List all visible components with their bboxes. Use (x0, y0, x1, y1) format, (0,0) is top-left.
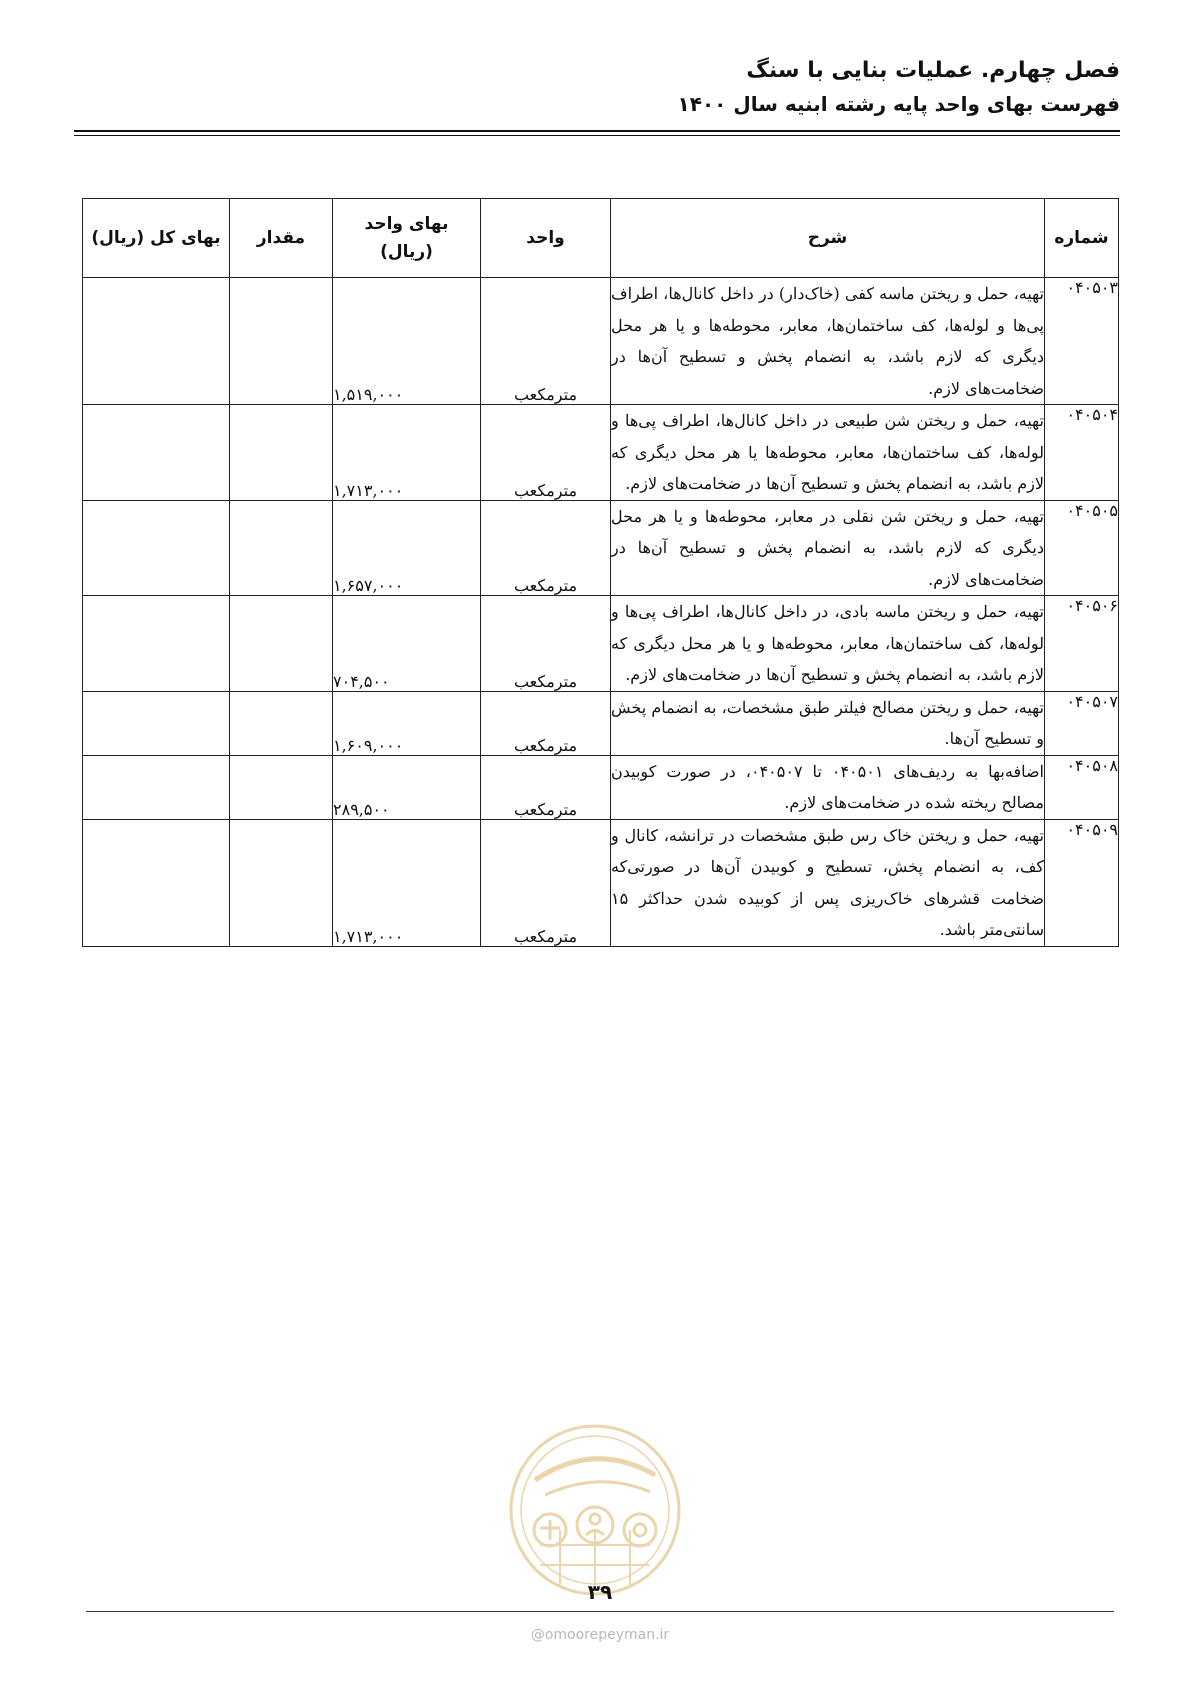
row-unit: مترمکعب (481, 755, 611, 819)
row-quantity (230, 500, 333, 596)
row-code: ۰۴۰۵۰۵ (1045, 500, 1119, 596)
row-description: تهیه، حمل و ریختن خاک رس طبق مشخصات در ترانشه، کانال و کف، به انضمام پخش، تسطیح و کوبیدن آن‌ها در صورتی‌که ضخامت قشرهای خاک‌ریزی پس از کوبیده شدن حداکثر ۱۵ سانتی‌متر باشد. (611, 819, 1045, 946)
header-unit-price (333, 199, 481, 278)
row-total (83, 755, 230, 819)
header-unit: واحد (481, 199, 611, 278)
row-description: تهیه، حمل و ریختن مصالح فیلتر طبق مشخصات، به انضمام پخش و تسطیح آن‌ها. (611, 691, 1045, 755)
row-code: ۰۴۰۵۰۴ (1045, 405, 1119, 501)
row-unit: مترمکعب (481, 405, 611, 501)
table-row (83, 819, 1119, 946)
header-unit-price-label: بهای واحد (364, 214, 449, 234)
row-description: تهیه، حمل و ریختن شن نقلی در معابر، محوطه‌ها و یا هر محل دیگری که لازم باشد، به انضمام پخش و تسطیح آن‌ها در ضخامت‌های لازم. (611, 500, 1045, 596)
header-rule-thick (74, 130, 1120, 132)
row-total (83, 691, 230, 755)
gear-icon (624, 1514, 656, 1546)
header-unit-price-currency: (ریال) (380, 242, 433, 262)
header-rule-thin (74, 135, 1120, 136)
header-code: شماره (1045, 199, 1119, 278)
table-header-row (83, 199, 1119, 278)
row-unit-price: ۲۸۹,۵۰۰ (333, 755, 481, 819)
row-code: ۰۴۰۵۰۶ (1045, 596, 1119, 692)
row-quantity (230, 691, 333, 755)
page-header (74, 54, 1120, 120)
row-quantity (230, 278, 333, 405)
row-description: تهیه، حمل و ریختن ماسه کفی (خاک‌دار) در داخل کانال‌ها، اطراف پی‌ها و لوله‌ها، کف ساختمان‌ها، معابر، محوطه‌ها و یا هر محل دیگری که لازم باشد، به انضمام پخش و تسطیح آن‌ها در ضخامت‌های لازم. (611, 278, 1045, 405)
row-quantity (230, 596, 333, 692)
row-unit-price: ۷۰۴,۵۰۰ (333, 596, 481, 692)
scales-icon (534, 1514, 566, 1546)
table-row (83, 500, 1119, 596)
row-quantity (230, 819, 333, 946)
price-list-title: فهرست بهای واحد پایه رشته ابنیه سال ۱۴۰۰ (677, 92, 1120, 116)
footer-rule (86, 1611, 1114, 1612)
row-description: اضافه‌بها به ردیف‌های ۰۴۰۵۰۱ تا ۰۴۰۵۰۷، در صورت کوبیدن مصالح ریخته شده در ضخامت‌های لازم. (611, 755, 1045, 819)
website-link[interactable]: @omoorepeyman.ir (530, 1627, 670, 1643)
row-total (83, 405, 230, 501)
row-unit-price: ۱,۶۵۷,۰۰۰ (333, 500, 481, 596)
row-description: تهیه، حمل و ریختن شن طبیعی در داخل کانال‌ها، اطراف پی‌ها و لوله‌ها، کف ساختمان‌ها، معابر، محوطه‌ها یا هر محل دیگری که لازم باشد، به انضمام پخش و تسطیح آن‌ها در ضخامت‌های لازم. (611, 405, 1045, 501)
table-row (83, 596, 1119, 692)
row-unit-price: ۱,۵۱۹,۰۰۰ (333, 278, 481, 405)
row-total (83, 819, 230, 946)
row-unit: مترمکعب (481, 691, 611, 755)
row-code: ۰۴۰۵۰۹ (1045, 819, 1119, 946)
header-quantity: مقدار (230, 199, 333, 278)
row-code: ۰۴۰۵۰۸ (1045, 755, 1119, 819)
watermark-seal (505, 1420, 685, 1600)
table-row (83, 691, 1119, 755)
row-unit-price: ۱,۷۱۳,۰۰۰ (333, 405, 481, 501)
row-description: تهیه، حمل و ریختن ماسه بادی، در داخل کانال‌ها، اطراف پی‌ها و لوله‌ها، کف ساختمان‌ها، معابر، محوطه‌ها و یا هر محل دیگری که لازم باشد، به انضمام پخش و تسطیح آن‌ها در ضخامت‌های لازم. (611, 596, 1045, 692)
row-code: ۰۴۰۵۰۷ (1045, 691, 1119, 755)
row-total (83, 278, 230, 405)
table-row (83, 278, 1119, 405)
row-unit: مترمکعب (481, 596, 611, 692)
row-quantity (230, 405, 333, 501)
row-unit: مترمکعب (481, 819, 611, 946)
row-unit: مترمکعب (481, 278, 611, 405)
row-unit-price: ۱,۷۱۳,۰۰۰ (333, 819, 481, 946)
row-unit-price: ۱,۶۰۹,۰۰۰ (333, 691, 481, 755)
price-list-table (82, 198, 1119, 947)
row-quantity (230, 755, 333, 819)
row-total (83, 500, 230, 596)
chapter-title: فصل چهارم. عملیات بنایی با سنگ (746, 58, 1120, 83)
table-row (83, 755, 1119, 819)
header-description: شرح (611, 199, 1045, 278)
page-number: ۳۹ (587, 1580, 613, 1604)
row-unit: مترمکعب (481, 500, 611, 596)
row-code: ۰۴۰۵۰۳ (1045, 278, 1119, 405)
header-total-price: بهای کل (ریال) (83, 199, 230, 278)
row-total (83, 596, 230, 692)
table-row (83, 405, 1119, 501)
